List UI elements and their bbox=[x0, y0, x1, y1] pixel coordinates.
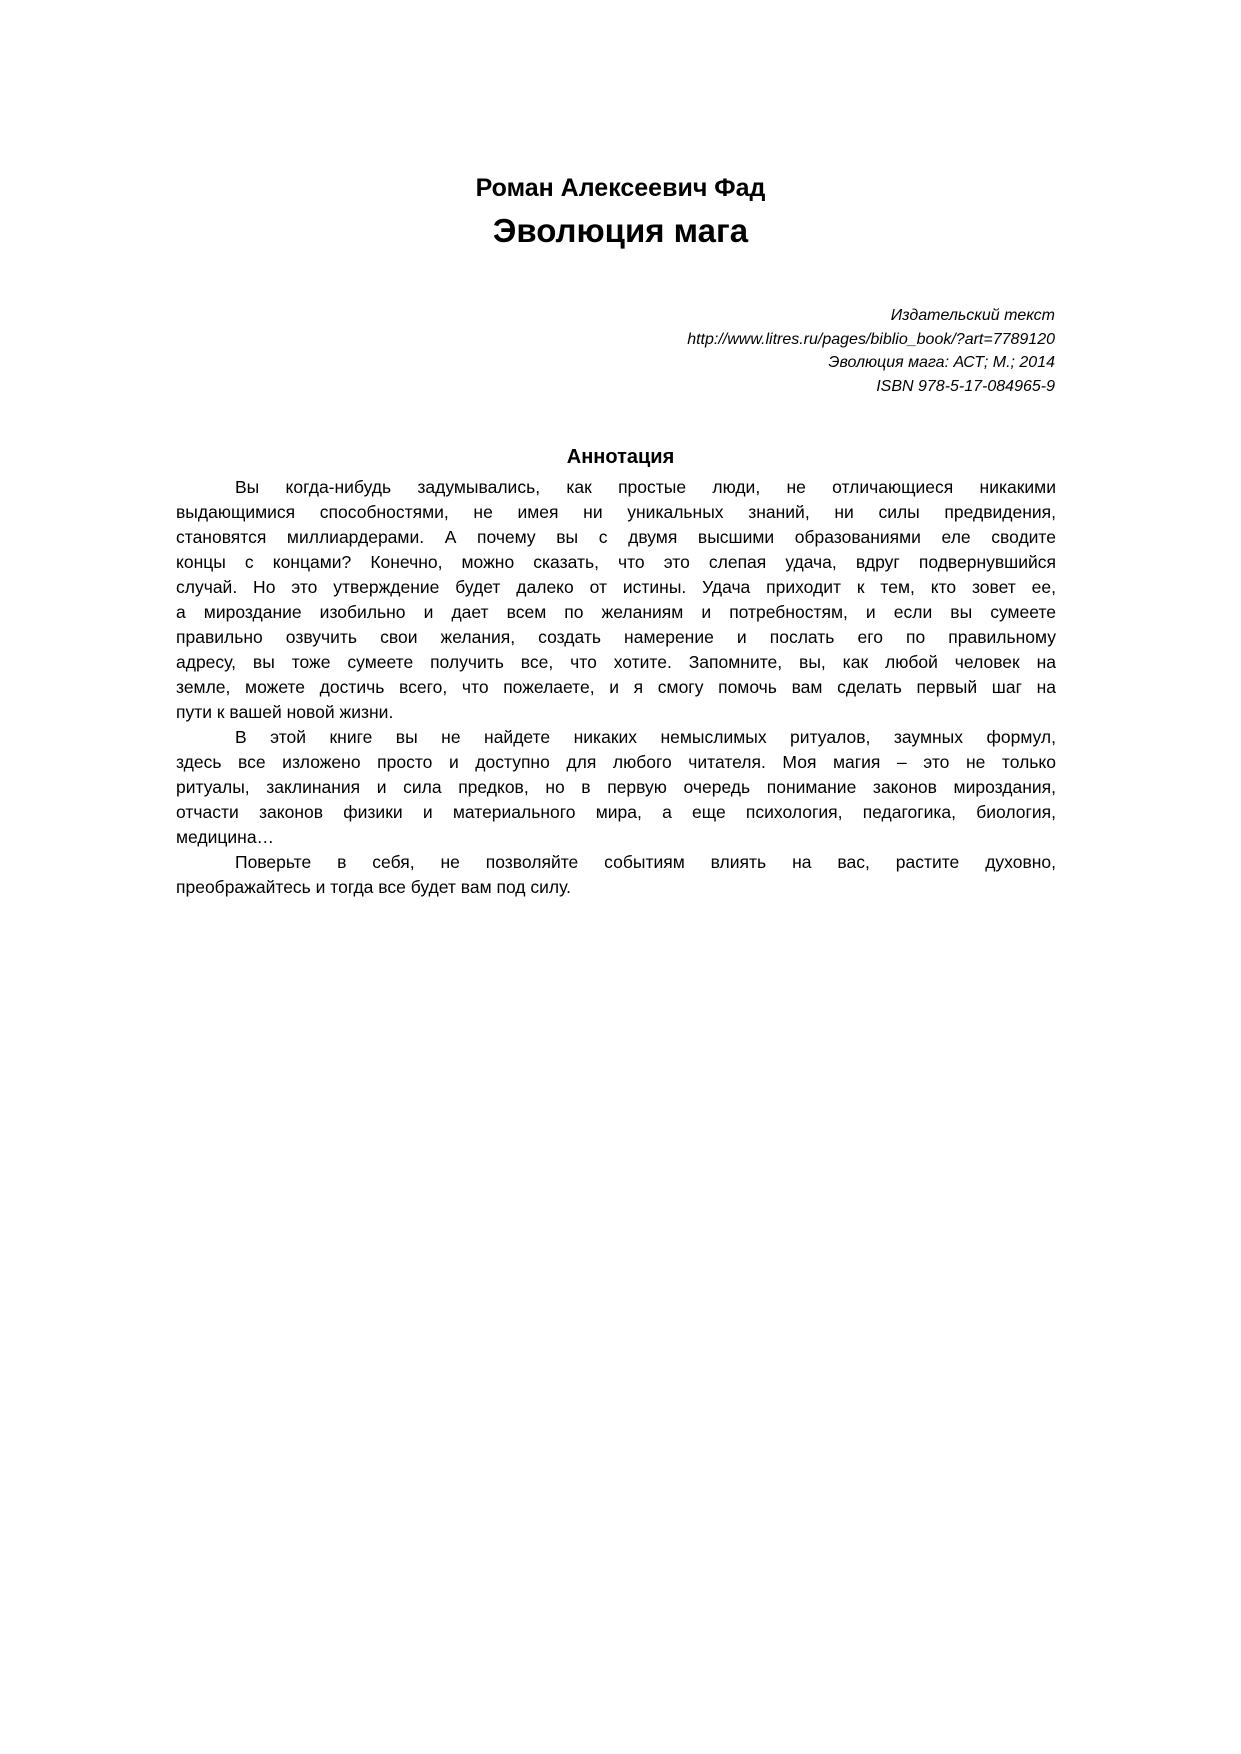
annotation-paragraph bbox=[176, 475, 1056, 725]
edition-info: Эволюция мага: АСТ; М.; 2014 bbox=[828, 354, 1055, 371]
annotation-paragraph bbox=[176, 725, 1056, 850]
text-line: В этой книге вы не найдете никаких немыслимых ритуалов, заумных формул, bbox=[235, 727, 1056, 747]
text-line: случай. Но это утверждение будет далеко от истины. Удача приходит к тем, кто зовет ее, bbox=[176, 577, 1056, 597]
annotation-paragraph bbox=[176, 850, 1056, 900]
text-line: Вы когда-нибудь задумывались, как простые люди, не отличающиеся никакими bbox=[235, 477, 1056, 497]
annotation-body bbox=[176, 475, 1056, 900]
text-line: ритуалы, заклинания и сила предков, но в первую очередь понимание законов мироздания, bbox=[176, 777, 1056, 797]
publisher-text-label: Издательский текст bbox=[890, 307, 1055, 324]
text-line: преображайтесь и тогда все будет вам под силу. bbox=[176, 877, 571, 897]
book-title: Эволюция мага bbox=[492, 212, 749, 249]
text-line: отчасти законов физики и материального мира, а еще психология, педагогика, биология, bbox=[176, 802, 1056, 822]
isbn: ISBN 978-5-17-084965-9 bbox=[876, 377, 1055, 395]
text-line: адресу, вы тоже сумеете получить все, что хотите. Запомните, вы, как любой человек на bbox=[176, 652, 1056, 672]
text-line: выдающимися способностями, не имея ни уникальных знаний, ни силы предвидения, bbox=[176, 502, 1056, 522]
publication-info bbox=[687, 304, 1055, 398]
text-line: здесь все изложено просто и доступно для любого читателя. Моя магия – это не только bbox=[176, 752, 1056, 772]
text-line: земле, можете достичь всего, что пожелаете, и я смогу помочь вам сделать первый шаг на bbox=[176, 677, 1056, 697]
text-line: концы с концами? Конечно, можно сказать, что это слепая удача, вдруг подвернувшийся bbox=[176, 552, 1056, 572]
text-line: Поверьте в себя, не позволяйте событиям влиять на вас, растите духовно, bbox=[235, 852, 1056, 872]
book-author: Роман Алексеевич Фад bbox=[475, 174, 766, 202]
text-line: медицина… bbox=[176, 827, 275, 847]
text-line: становятся миллиардерами. А почему вы с двумя высшими образованиями еле сводите bbox=[176, 527, 1056, 547]
source-url: http://www.litres.ru/pages/biblio_book/?art=7789120 bbox=[687, 330, 1055, 348]
text-line: а мироздание изобильно и дает всем по желаниям и потребностям, и если вы сумеете bbox=[176, 602, 1056, 622]
text-line: правильно озвучить свои желания, создать намерение и послать его по правильному bbox=[176, 627, 1056, 647]
annotation-heading: Аннотация bbox=[566, 446, 675, 468]
text-line: пути к вашей новой жизни. bbox=[176, 702, 394, 722]
